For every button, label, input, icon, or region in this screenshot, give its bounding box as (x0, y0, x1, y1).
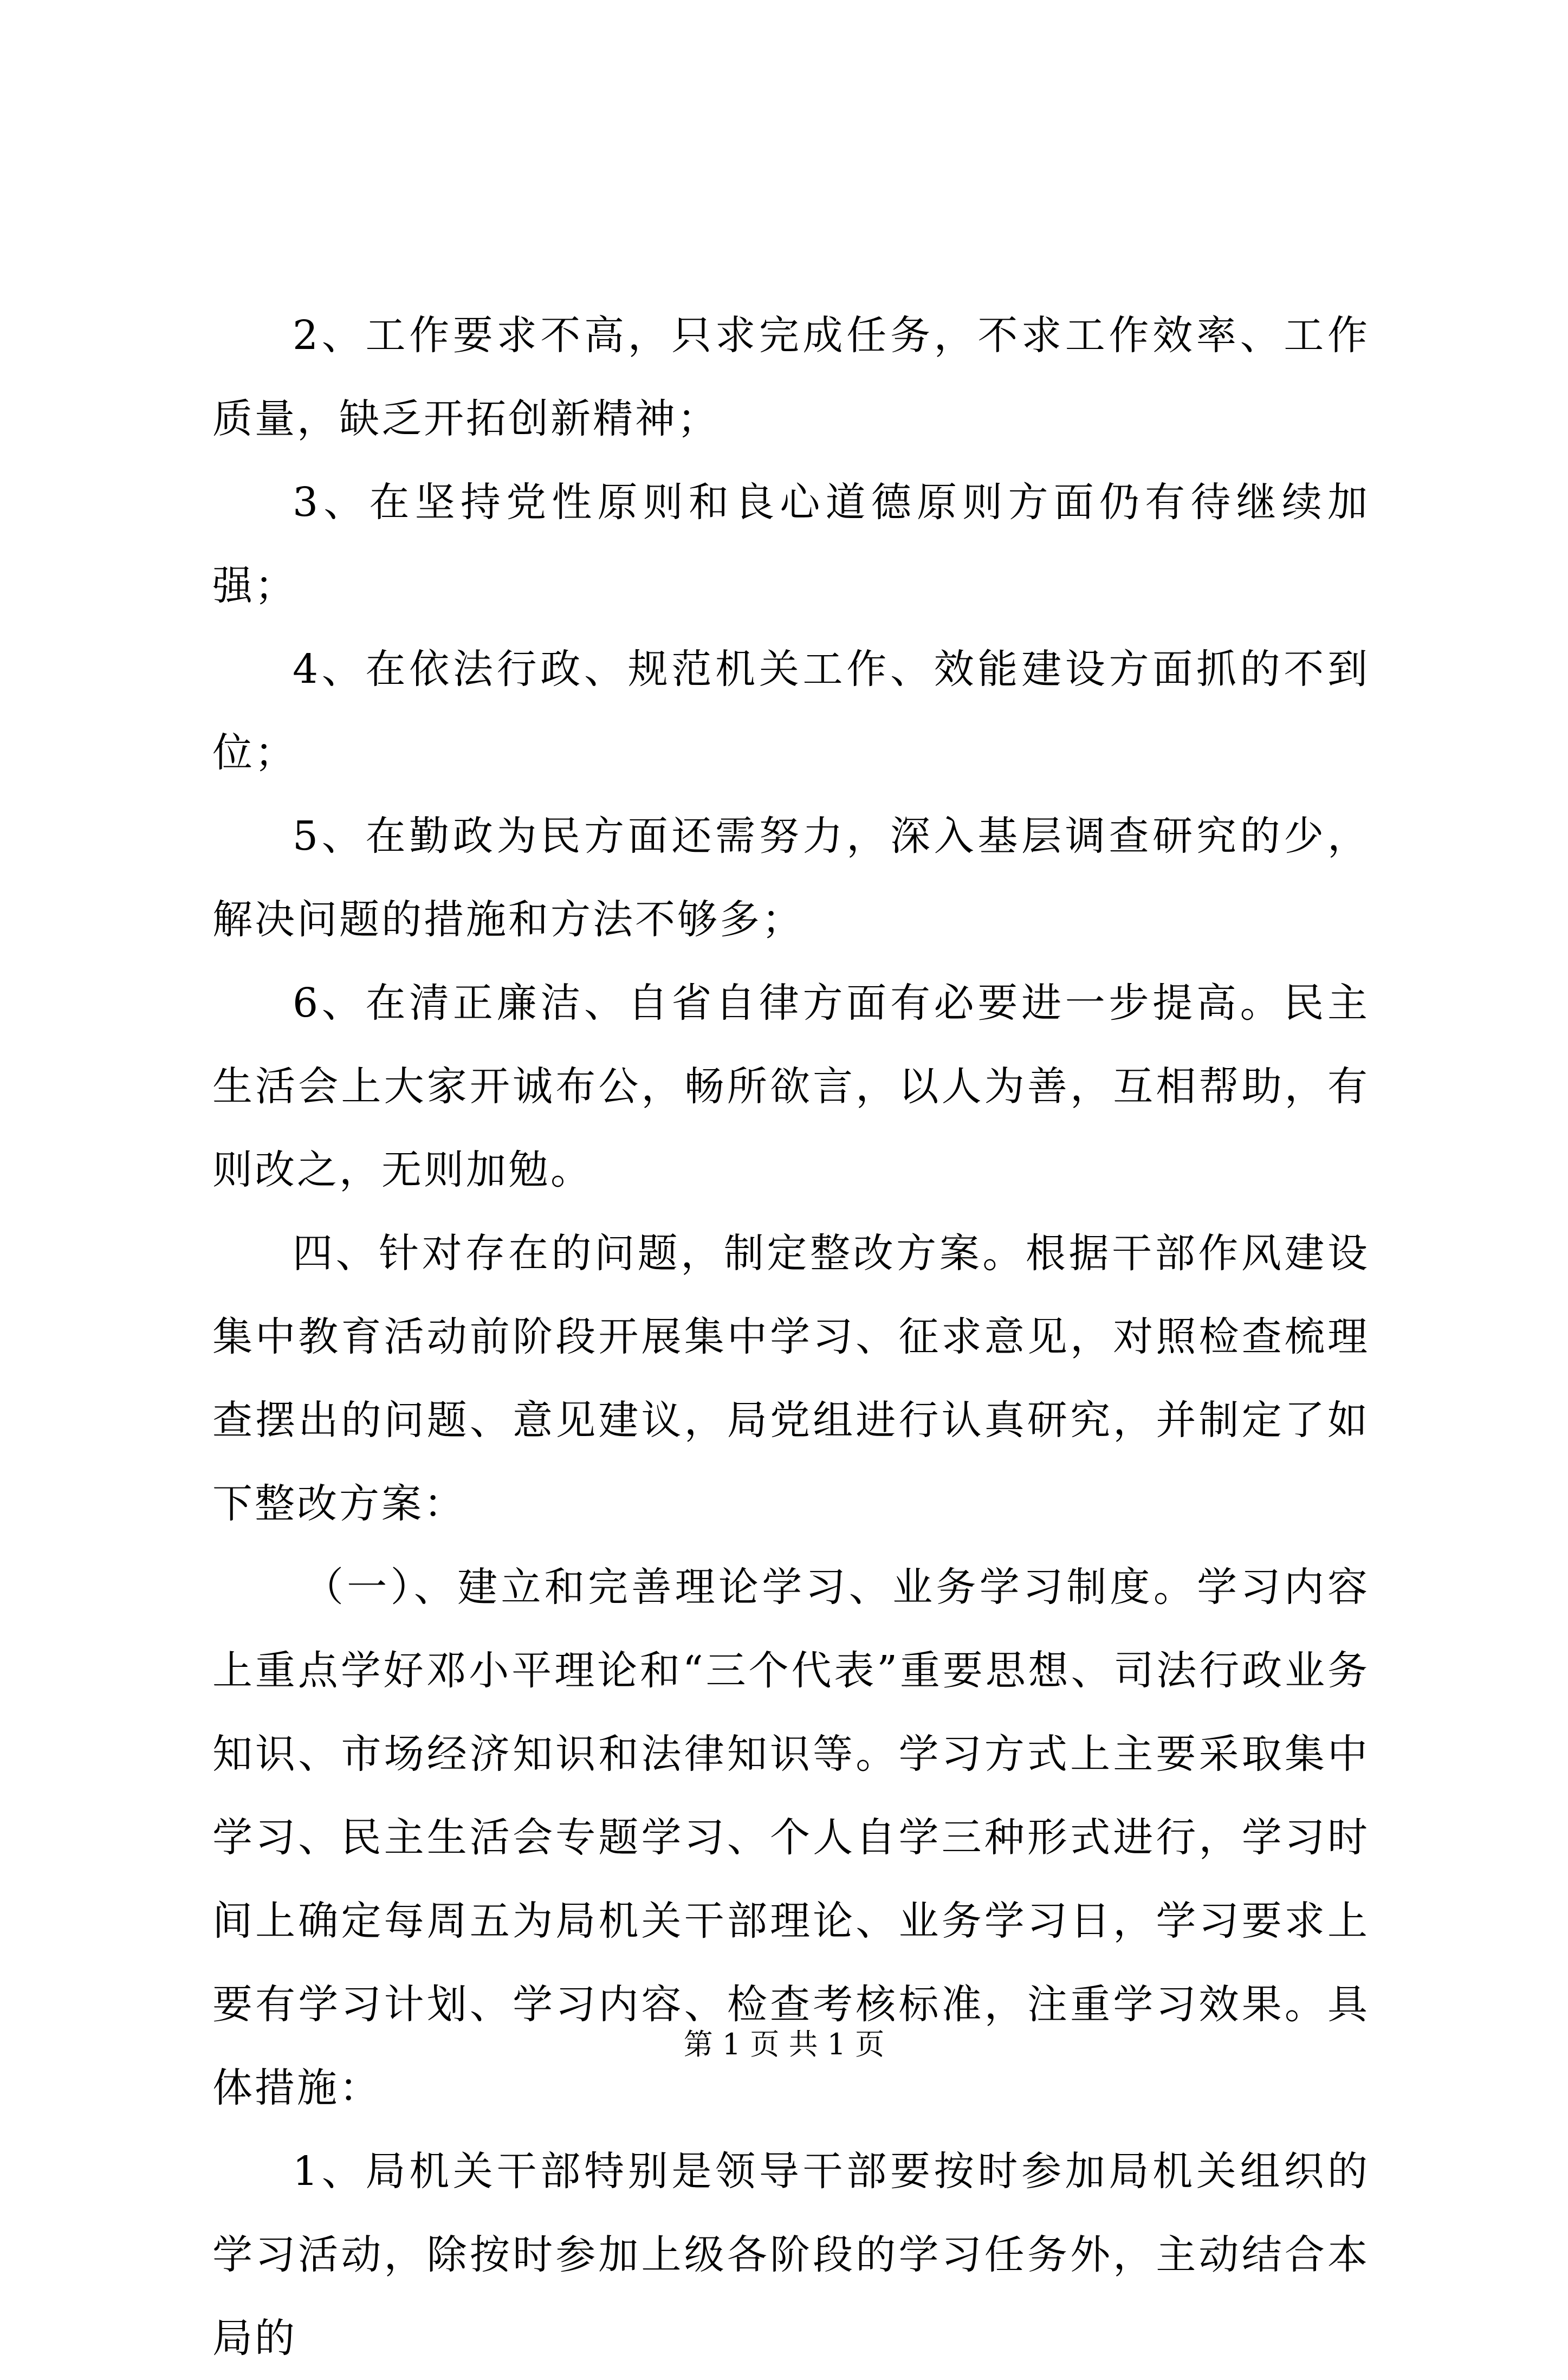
paragraph-subsection-one: （一）、建立和完善理论学习、业务学习制度。学习内容上重点学好邓小平理论和“三个代表”重要思想、司法行政业务知识、市场经济知识和法律知识等。学习方式上主要采取集中学习、民主生活会专题学习、个人自学三种形式进行，学习时间上确定每周五为局机关干部理论、业务学习日，学习要求上要有学习计划、学习内容、检查考核标准，注重学习效果。具体措施： (212, 1564, 1370, 2111)
paragraph-item-2: 2、工作要求不高，只求完成任务，不求工作效率、工作质量，缺乏开拓创新精神； (212, 312, 1370, 442)
document-body (212, 294, 1370, 2380)
paragraph-item-5: 5、在勤政为民方面还需努力，深入基层调查研究的少，解决问题的措施和方法不够多； (212, 813, 1370, 943)
paragraph-item-6: 6、在清正廉洁、自省自律方面有必要进一步提高。民主生活会上大家开诚布公，畅所欲言，以人为善，互相帮助，有则改之，无则加勉。 (212, 980, 1370, 1193)
paragraph-measure-1: 1、局机关干部特别是领导干部要按时参加局机关组织的学习活动，除按时参加上级各阶段的学习任务外，主动结合本局的 (212, 2148, 1370, 2362)
page-footer: 第 1 页 共 1 页 (683, 2027, 885, 2061)
paragraph-item-4: 4、在依法行政、规范机关工作、效能建设方面抓的不到位； (212, 646, 1370, 776)
paragraph-item-3: 3、在坚持党性原则和良心道德原则方面仍有待继续加强； (212, 479, 1370, 609)
paragraph-section-four: 四、针对存在的问题，制定整改方案。根据干部作风建设集中教育活动前阶段开展集中学习、征求意见，对照检查梳理查摆出的问题、意见建议，局党组进行认真研究，并制定了如下整改方案： (212, 1230, 1370, 1527)
